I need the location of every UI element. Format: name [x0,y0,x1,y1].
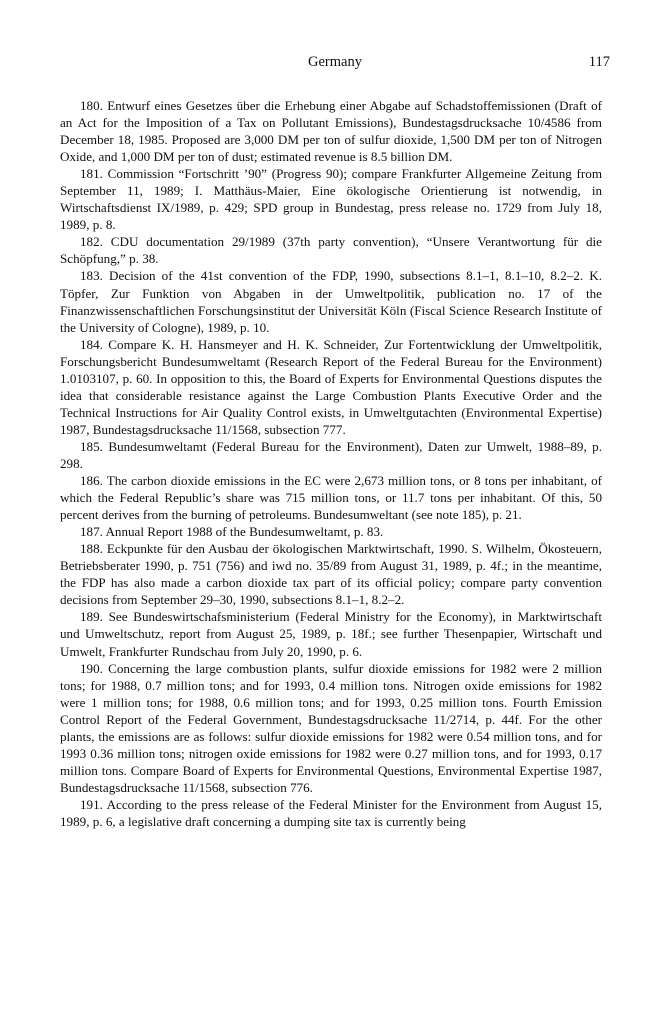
note-189: 189. See Bundeswirtschafsministerium (Federal Ministry for the Economy), in Marktwirtschaft und Umweltschutz, report from August 25, 1989, p. 18f.; see further Thesenpapier, Wirtschaft und Umwelt, Frankfurter Rundschau from July 20, 1990, p. 6. [60,609,602,659]
page-number: 117 [588,54,610,70]
note-181: 181. Commission “Fortschritt ’90” (Progress 90); compare Frankfurter Allgemeine Zeitung from September 11, 1989; I. Matthäus-Maier, Eine ökologische Orientierung ist notwendig, in Wirtschaftsdienst IX/1989, p. 429; SPD group in Bundestag, press release no. 1729 from July 18, 1989, p. 8. [60,166,602,233]
note-184: 184. Compare K. H. Hansmeyer and H. K. Schneider, Zur Fortentwicklung der Umweltpolitik, Forschungsbericht Bundesumweltamt (Research Report of the Federal Bureau for the Environment) 1.0103107, p. 60. In opposition to this, the Board of Experts for Environmental Questions disputes the idea that considerable resistance against the Large Combustion Plants Executive Order and the Technical Instructions for Air Quality Control exists, in Umweltgutachten (Environmental Expertise) 1987, Bundestagsdrucksache 11/1568, subsection 777. [60,336,602,437]
note-188: 188. Eckpunkte für den Ausbau der ökologischen Marktwirtschaft, 1990. S. Wilhelm, Ökosteuern, Betriebsberater 1990, p. 751 (756) and iwd no. 35/89 from August 31, 1989, p. 4f.; in the meantime, the FDP has also made a carbon dioxide tax part of its official policy; compare party convention decisions from September 29–30, 1990, subsections 8.1–1, 8.2–2. [60,541,602,608]
running-title: Germany [308,54,362,70]
note-183: 183. Decision of the 41st convention of the FDP, 1990, subsections 8.1–1, 8.1–10, 8.2–2. K. Töpfer, Zur Funktion von Abgaben in der Umweltpolitik, publication no. 17 of the Finanzwissenschaftlichen Forschungsinstitut der Universität Köln (Fiscal Science Research Institute of the University of Cologne), 1989, p. 10. [60,268,602,335]
note-185: 185. Bundesumweltamt (Federal Bureau for the Environment), Daten zur Umwelt, 1988–89, p. 298. [60,438,602,471]
running-header [60,54,610,74]
note-187: 187. Annual Report 1988 of the Bundesumweltamt, p. 83. [80,524,384,540]
note-180: 180. Entwurf eines Gesetzes über die Erhebung einer Abgabe auf Schadstoffemissionen (Draft of an Act for the Imposition of a Tax on Pollutant Emissions), Bundestagsdrucksache 10/4586 from December 18, 1985. Proposed are 3,000 DM per ton of sulfur dioxide, 1,500 DM per ton of Nitrogen Oxide, and 1,000 DM per ton of dust; estimated revenue is 8.5 billion DM. [60,98,602,165]
note-182: 182. CDU documentation 29/1989 (37th party convention), “Unsere Verantwortung für die Schöpfung,” p. 38. [60,234,602,267]
note-186: 186. The carbon dioxide emissions in the EC were 2,673 million tons, or 8 tons per inhabitant, of which the Federal Republic’s share was 715 million tons, or 11.7 tons per inhabitant. Of this, 50 percent derives from the burning of petroleums. Bundesumweltant (see note 185), p. 21. [60,473,602,523]
note-191: 191. According to the press release of the Federal Minister for the Environment from August 15, 1989, p. 6, a legislative draft concerning a dumping site tax is currently being [60,796,602,829]
endnotes [60,97,602,830]
note-190: 190. Concerning the large combustion plants, sulfur dioxide emissions for 1982 were 2 million tons; for 1988, 0.7 million tons; and for 1993, 0.4 million tons. Nitrogen oxide emissions for 1982 were 1 million tons; for 1988, 0.6 million tons; and for 1993, 0.25 million tons. Fourth Emission Control Report of the Federal Government, Bundestagsdrucksache 11/2714, p. 44f. For the other plants, the emissions are as follows: sulfur dioxide emissions for 1982 were 0.54 million tons, and for 1993 0.36 million tons; nitrogen oxide emissions for 1982 were 0.27 million tons, and for 1993, 0.17 million tons. Compare Board of Experts for Environmental Questions, Environmental Expertise 1987, Bundestagsdrucksache 11/1568, subsection 776. [60,660,602,795]
